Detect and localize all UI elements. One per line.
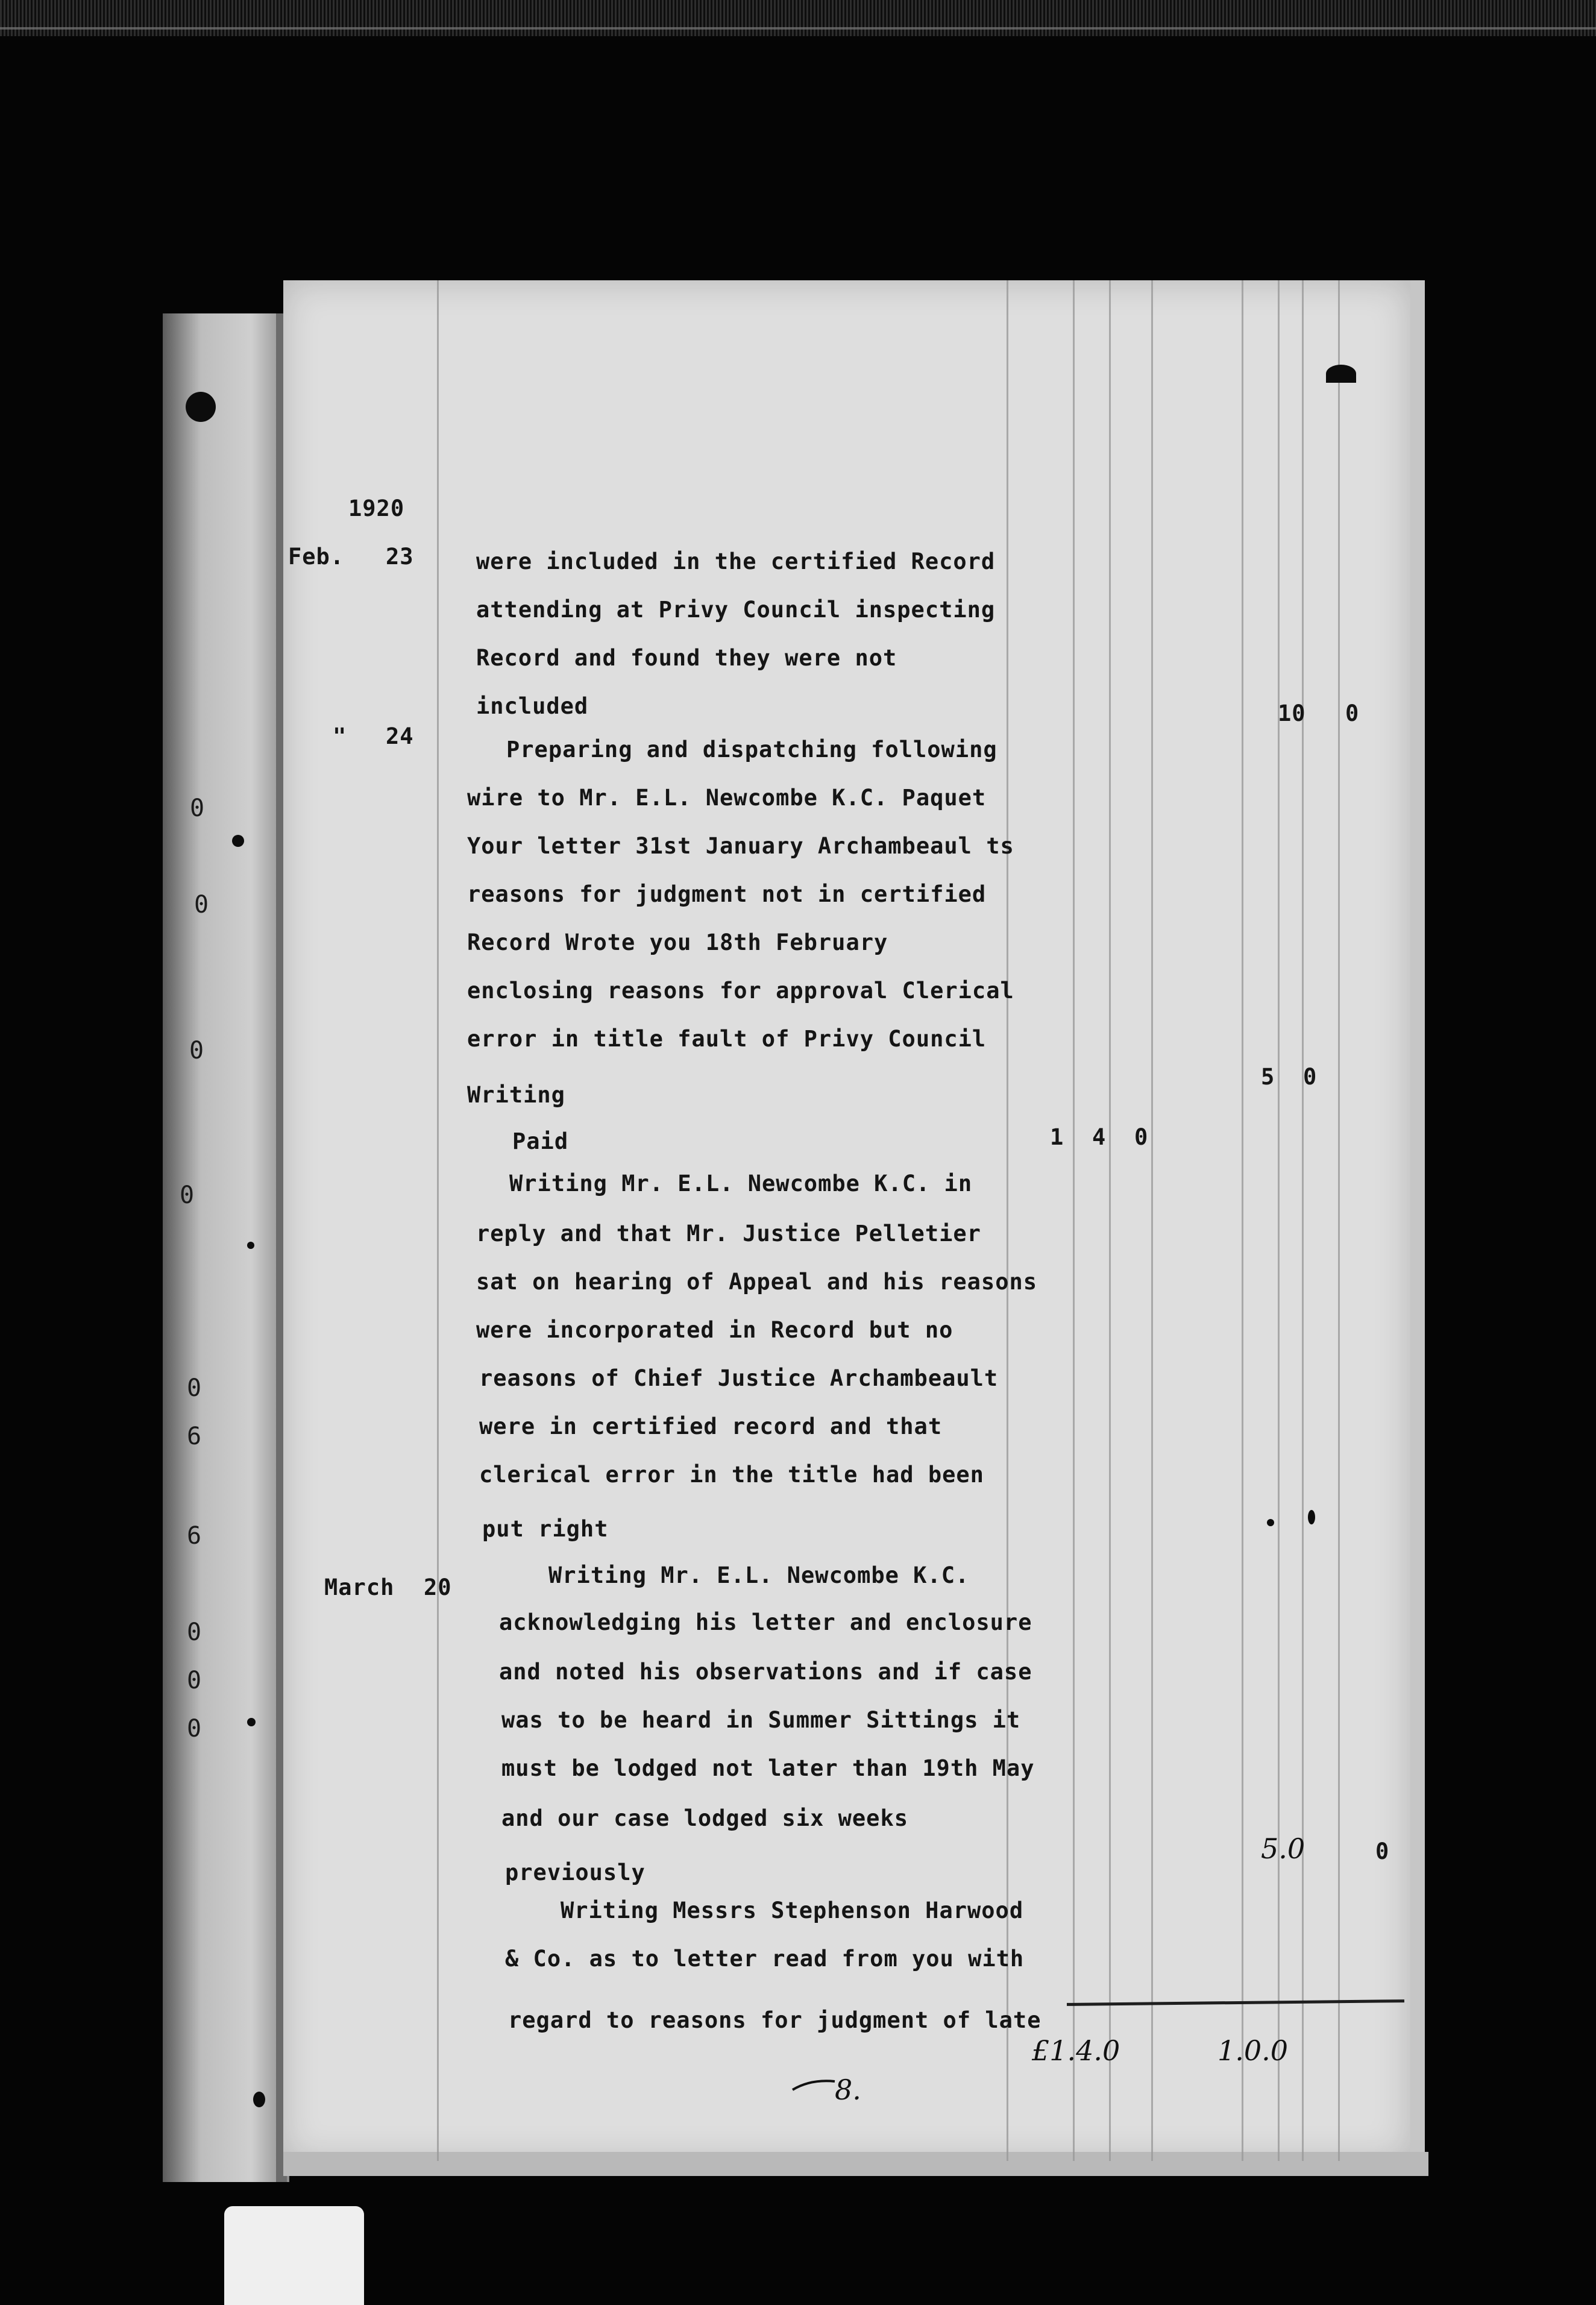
page-number: 8. xyxy=(835,2074,861,2106)
underlying-page xyxy=(163,313,289,2182)
scan-top-strip xyxy=(0,0,1596,36)
entry-text-line: previously xyxy=(505,1860,646,1885)
entry-text-line: Record and found they were not xyxy=(476,645,897,671)
page-number-stroke xyxy=(790,2077,838,2095)
entry-text-line: reply and that Mr. Justice Pelletier xyxy=(476,1221,981,1247)
entry-text-line: wire to Mr. E.L. Newcombe K.C. Paquet xyxy=(467,785,987,811)
ink-mark xyxy=(247,1718,256,1726)
amount-pence: 0 xyxy=(1303,1064,1318,1090)
paid-total: £1.4.0 xyxy=(1032,2034,1120,2067)
column-rule xyxy=(1151,280,1153,2161)
entry-text-line: Record Wrote you 18th February xyxy=(467,929,888,955)
entry-text-line: error in title fault of Privy Council xyxy=(467,1026,987,1052)
underlying-page-figure: 0 xyxy=(194,891,209,919)
paid-pounds: 1 xyxy=(1050,1124,1064,1150)
amount-shillings: 10 xyxy=(1278,700,1306,726)
amount-shillings: 5.0 xyxy=(1261,1832,1305,1865)
ink-mark xyxy=(247,1242,254,1249)
entry-text-line: Writing Messrs Stephenson Harwood xyxy=(561,1898,1024,1923)
entry-day: 24 xyxy=(386,723,414,749)
entry-text-line: were incorporated in Record but no xyxy=(476,1317,954,1343)
entry-text-line: Writing xyxy=(467,1082,565,1108)
paper-tab xyxy=(224,2206,364,2305)
entry-text-line: Preparing and dispatching following xyxy=(506,737,998,763)
column-rule xyxy=(1007,280,1008,2161)
entry-text-line: & Co. as to letter read from you with xyxy=(505,1946,1025,1972)
entry-text-line: attending at Privy Council inspecting xyxy=(476,597,996,623)
ink-mark xyxy=(1308,1510,1315,1524)
ink-mark xyxy=(253,2092,265,2107)
entry-month: " xyxy=(333,723,347,749)
underlying-page-figure: 0 xyxy=(189,1037,204,1064)
column-rule xyxy=(1242,280,1243,2161)
underlying-page-figure: 6 xyxy=(187,1423,202,1450)
ink-mark xyxy=(232,835,244,847)
entry-text-line: Writing Mr. E.L. Newcombe K.C. xyxy=(548,1562,970,1588)
entry-text-line: Your letter 31st January Archambeaul ts xyxy=(467,833,1014,859)
page-bottom-edge xyxy=(283,2152,1428,2176)
entry-text-line: regard to reasons for judgment of late xyxy=(508,2007,1041,2033)
scan-top-line xyxy=(0,27,1596,30)
underlying-page-figure: 0 xyxy=(187,1374,202,1402)
underlying-page-figure: 6 xyxy=(187,1522,202,1550)
punch-hole xyxy=(186,392,216,422)
underlying-page-figure: 0 xyxy=(187,1618,202,1646)
entry-text-line: and noted his observations and if case xyxy=(499,1659,1032,1685)
entry-text-line: reasons for judgment not in certified xyxy=(467,881,987,907)
entry-text-line: must be lodged not later than 19th May xyxy=(501,1755,1035,1781)
paid-label: Paid xyxy=(512,1128,569,1154)
entry-month: March xyxy=(324,1574,395,1600)
entry-month: Feb. xyxy=(288,544,345,570)
entry-text-line: was to be heard in Summer Sittings it xyxy=(501,1707,1021,1733)
entry-text-line: put right xyxy=(482,1516,609,1542)
column-rule xyxy=(1338,280,1340,2161)
underlying-page-figure: 0 xyxy=(187,1715,202,1743)
column-rule xyxy=(1302,280,1304,2161)
year-label: 1920 xyxy=(348,495,405,521)
entry-text-line: enclosing reasons for approval Clerical xyxy=(467,978,1014,1004)
column-rule xyxy=(1278,280,1280,2161)
entry-text-line: and our case lodged six weeks xyxy=(501,1805,909,1831)
underlying-page-figure: 0 xyxy=(180,1181,195,1209)
entry-text-line: sat on hearing of Appeal and his reasons xyxy=(476,1269,1038,1295)
paid-shillings: 4 xyxy=(1092,1124,1107,1150)
paid-pence: 0 xyxy=(1134,1124,1149,1150)
column-rule xyxy=(437,280,439,2161)
ink-mark xyxy=(1326,365,1356,383)
entry-text-line: were included in the certified Record xyxy=(476,549,996,574)
underlying-page-figure: 0 xyxy=(190,794,205,822)
entry-text-line: were in certified record and that xyxy=(479,1414,943,1439)
underlying-page-figure: 0 xyxy=(187,1667,202,1694)
column-rule xyxy=(1073,280,1075,2161)
entry-text-line: acknowledging his letter and enclosure xyxy=(499,1609,1032,1635)
entry-text-line: reasons of Chief Justice Archambeault xyxy=(479,1365,999,1391)
amount-pence: 0 xyxy=(1375,1838,1390,1864)
charges-total: 1.0.0 xyxy=(1217,2034,1289,2067)
entry-day: 23 xyxy=(386,544,414,570)
ink-mark xyxy=(1267,1519,1274,1526)
entry-text-line: included xyxy=(476,693,589,719)
column-rule xyxy=(1109,280,1111,2161)
entry-text-line: clerical error in the title had been xyxy=(479,1462,984,1488)
amount-shillings: 5 xyxy=(1261,1064,1275,1090)
entry-day: 20 xyxy=(424,1574,452,1600)
amount-pence: 0 xyxy=(1345,700,1360,726)
entry-text-line: Writing Mr. E.L. Newcombe K.C. in xyxy=(509,1171,973,1197)
